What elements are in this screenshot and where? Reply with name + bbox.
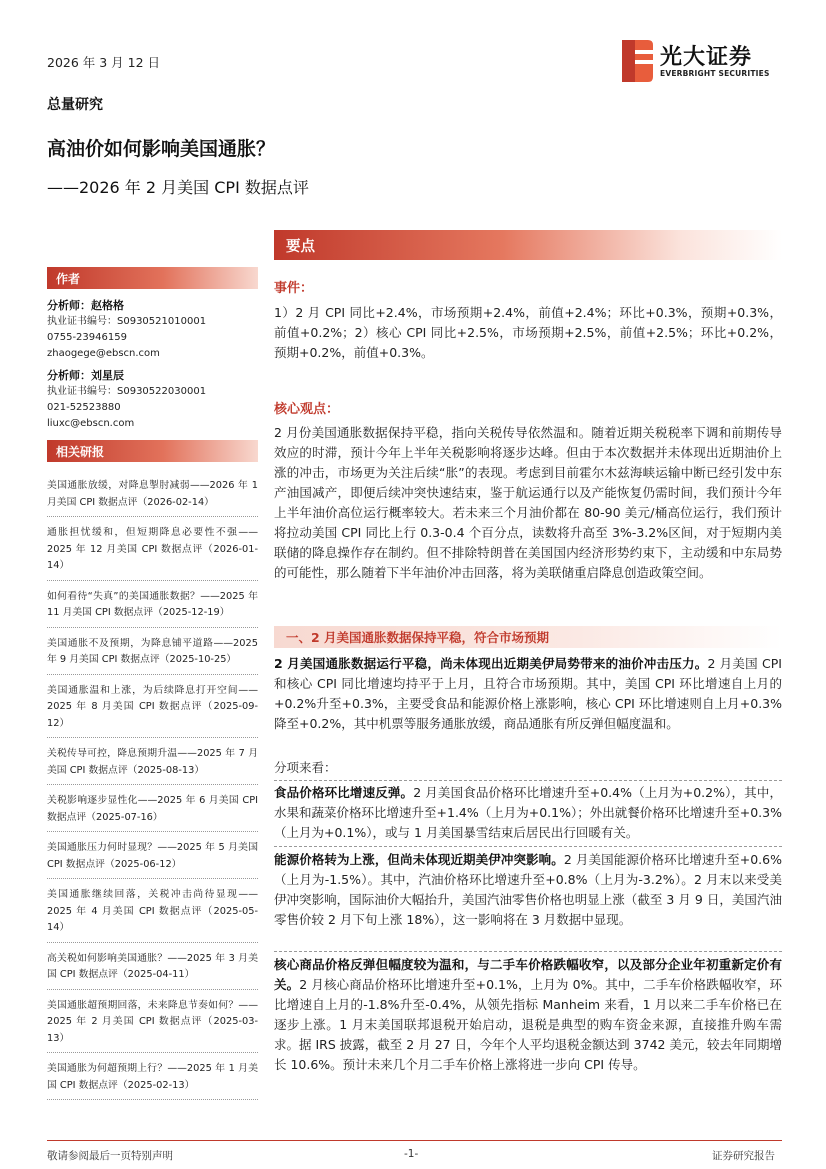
paragraph-1: [274, 654, 782, 734]
report-category: 总量研究: [47, 97, 103, 113]
related-report-item[interactable]: 美国通胀温和上涨，为后续降息打开空间——2025 年 8 月美国 CPI 数据点评（2025-09-12）: [47, 683, 258, 739]
event-label: 事件：: [274, 281, 314, 296]
related-report-item[interactable]: 美国通胀超预期回落，未来降息节奏如何？——2025 年 2 月美国 CPI 数据点评（2025-03-13）: [47, 998, 258, 1054]
key-points-bar: [274, 230, 782, 260]
paragraph-5-body: 2 月核心商品价格环比增速升至+0.1%，上月为 0%。其中，二手车价格跌幅收窄，环比增速自上月的-1.8%升至-0.4%，从领先指标 Manheim 来看，1 月以来二手车价格已在逐步上涨。1 月末美国联邦退税开始启动，退税是典型的购车资金来源，直接推升购车需求。据 IRS 披露，截至 2 月 27 日，今年个人平均退税金额达到 3742 美元，较去年同期增长 10.6%。预计未来几个月二手车价格上涨将进一步向 CPI 传导。: [274, 977, 782, 1072]
related-report-item[interactable]: 通胀担忧缓和，但短期降息必要性不强——2025 年 12 月美国 CPI 数据点评（2026-01-14）: [47, 525, 258, 581]
section-1-title: 一、2 月美国通胀数据保持平稳，符合市场预期: [286, 630, 550, 645]
related-report-item[interactable]: 关税传导可控，降息预期升温——2025 年 7 月美国 CPI 数据点评（2025-08-13）: [47, 746, 258, 785]
key-points-heading: 要点: [286, 239, 315, 255]
analyst-name: 分析师：刘星辰: [47, 369, 124, 382]
related-report-item[interactable]: 美国通胀继续回落，关税冲击尚待显现——2025 年 4 月美国 CPI 数据点评（2025-05-14）: [47, 887, 258, 943]
core-view-label: 核心观点：: [274, 402, 340, 417]
divider: [274, 951, 782, 952]
related-report-item[interactable]: 美国通胀为何超预期上行？——2025 年 1 月美国 CPI 数据点评（2025-02-13）: [47, 1061, 258, 1100]
analyst-phone: 0755-23946159: [47, 332, 127, 343]
page-footer: [0, 1140, 826, 1169]
paragraph-1-body: 2 月美国 CPI 和核心 CPI 同比增速均持平于上月，且符合市场预期。其中，美国 CPI 环比增速自上月的+0.2%升至+0.3%，主要受食品和能源价格上涨影响，核心 CPI 环比增速则自上月+0.3%降至+0.2%，其中机票等服务通胀放缓，商品通胀有所反弹但幅度温和。: [274, 656, 782, 731]
authors-heading: 作者: [56, 272, 81, 286]
everbright-logo-icon: [620, 40, 654, 82]
analyst-block: [47, 298, 258, 362]
analyst-email[interactable]: zhaogege@ebscn.com: [47, 348, 160, 359]
divider: [274, 846, 782, 847]
paragraph-3-body: 2 月美国食品价格环比增速升至+0.4%（上月为+0.2%），其中，水果和蔬菜价格环比增速升至+1.4%（上月为+0.1%）；外出就餐价格环比增速升至+0.3%（上月为+0.1%），或与 1 月美国暴雪结束后居民出行回暖有关。: [274, 785, 782, 840]
related-heading-bar: [47, 440, 258, 462]
related-heading: 相关研报: [56, 445, 105, 459]
report-subtitle: ——2026 年 2 月美国 CPI 数据点评: [47, 178, 309, 197]
related-report-item[interactable]: 美国通胀压力何时显现？——2025 年 5 月美国 CPI 数据点评（2025-06-12）: [47, 840, 258, 879]
analyst-block: [47, 368, 258, 432]
report-title: 高油价如何影响美国通胀？: [47, 138, 276, 160]
paragraph-3: [274, 783, 782, 843]
footer-rule: [47, 1140, 782, 1141]
paragraph-4: [274, 850, 782, 930]
paragraph-5: [274, 955, 782, 1075]
paragraph-2: 分项来看：: [274, 760, 337, 775]
related-report-item[interactable]: 美国通胀放缓，对降息掣肘减弱——2026 年 1 月美国 CPI 数据点评（2026-02-14）: [47, 478, 258, 517]
brand-logo: [620, 40, 780, 84]
analyst-phone: 021-52523880: [47, 402, 121, 413]
authors-heading-bar: [47, 267, 258, 289]
analyst-cert: 执业证书编号：S0930521010001: [47, 316, 207, 327]
related-report-item[interactable]: 如何看待“失真”的美国通胀数据？——2025 年 11 月美国 CPI 数据点评（2025-12-19）: [47, 589, 258, 628]
core-view-text: 2 月份美国通胀数据保持平稳，指向关税传导依然温和。随着近期关税税率下调和前期传导效应的时滞，预计今年上半年关税影响将逐步达峰。但由于本次数据并未体现出近期油价上涨的冲击，市场更为关注后续“胀”的表现。考虑到目前霍尔木兹海峡运输中断已经引发中东产油国减产，即便后续冲突快速结束，鉴于航运通行以及产能恢复仍需时间，我们预计今年上半年油价高位运行概率较大。若未来三个月油价都在 80-90 美元/桶高位运行，我们预计将拉动美国 CPI 同比上行 0.3-0.4 个百分点，读数将升高至 3%-3.2%区间，对于短期内美联储的降息操作存在制约。但不排除特朗普在美国国内经济形势约束下，主动缓和中东局势的可能性，那么随着下半年油价冲击回落，将为美联储重启降息创造政策空间。: [274, 425, 782, 580]
logo-chinese-name: 光大证券: [660, 45, 753, 70]
paragraph-3-lead: 食品价格环比增速反弹。: [274, 785, 414, 800]
divider: [274, 780, 782, 781]
paragraph-4-lead: 能源价格转为上涨，但尚未体现近期美伊冲突影响。: [274, 852, 564, 867]
footer-disclaimer[interactable]: 敬请参阅最后一页特别声明: [47, 1150, 173, 1162]
related-report-item[interactable]: 高关税如何影响美国通胀？——2025 年 3 月美国 CPI 数据点评（2025-04-11）: [47, 951, 258, 990]
report-date: 2026 年 3 月 12 日: [47, 55, 161, 70]
paragraph-5-lead: 核心商品价格反弹但幅度较为温和，与二手车价格跌幅收窄，以及部分企业年初重新定价有关。: [274, 957, 782, 992]
analyst-cert: 执业证书编号：S0930522030001: [47, 386, 207, 397]
paragraph-4-body: 2 月美国能源价格环比增速升至+0.6%（上月为-1.5%）。其中，汽油价格环比增速升至+0.8%（上月为-3.2%）。2 月末以来受美伊冲突影响，国际油价大幅抬升，美国汽油零售价格也明显上涨（截至 3 月 9 日，美国汽油零售价较 2 月下旬上涨 18%），这一影响将在 3 月数据中显现。: [274, 852, 782, 927]
event-text: 1）2 月 CPI 同比+2.4%，市场预期+2.4%，前值+2.4%；环比+0.3%，预期+0.3%，前值+0.2%；2）核心 CPI 同比+2.5%，市场预期+2.5%，前值+2.5%；环比+0.2%，预期+0.2%，前值+0.3%。: [274, 305, 782, 360]
related-report-item[interactable]: 关税影响逐步显性化——2025 年 6 月美国 CPI 数据点评（2025-07-16）: [47, 793, 258, 832]
paragraph-1-lead: 2 月美国通胀数据运行平稳，尚未体现出近期美伊局势带来的油价冲击压力。: [274, 656, 708, 671]
footer-doc-type: 证券研究报告: [712, 1150, 775, 1162]
logo-english-name: EVERBRIGHT SECURITIES: [660, 69, 770, 78]
related-reports-list: [47, 478, 258, 1108]
related-report-item[interactable]: 美国通胀不及预期，为降息铺平道路——2025 年 9 月美国 CPI 数据点评（2025-10-25）: [47, 636, 258, 675]
analyst-name: 分析师：赵格格: [47, 299, 124, 312]
section-1-heading-bar: [274, 626, 782, 648]
analyst-email[interactable]: liuxc@ebscn.com: [47, 418, 135, 429]
page-number: -1-: [404, 1148, 419, 1160]
